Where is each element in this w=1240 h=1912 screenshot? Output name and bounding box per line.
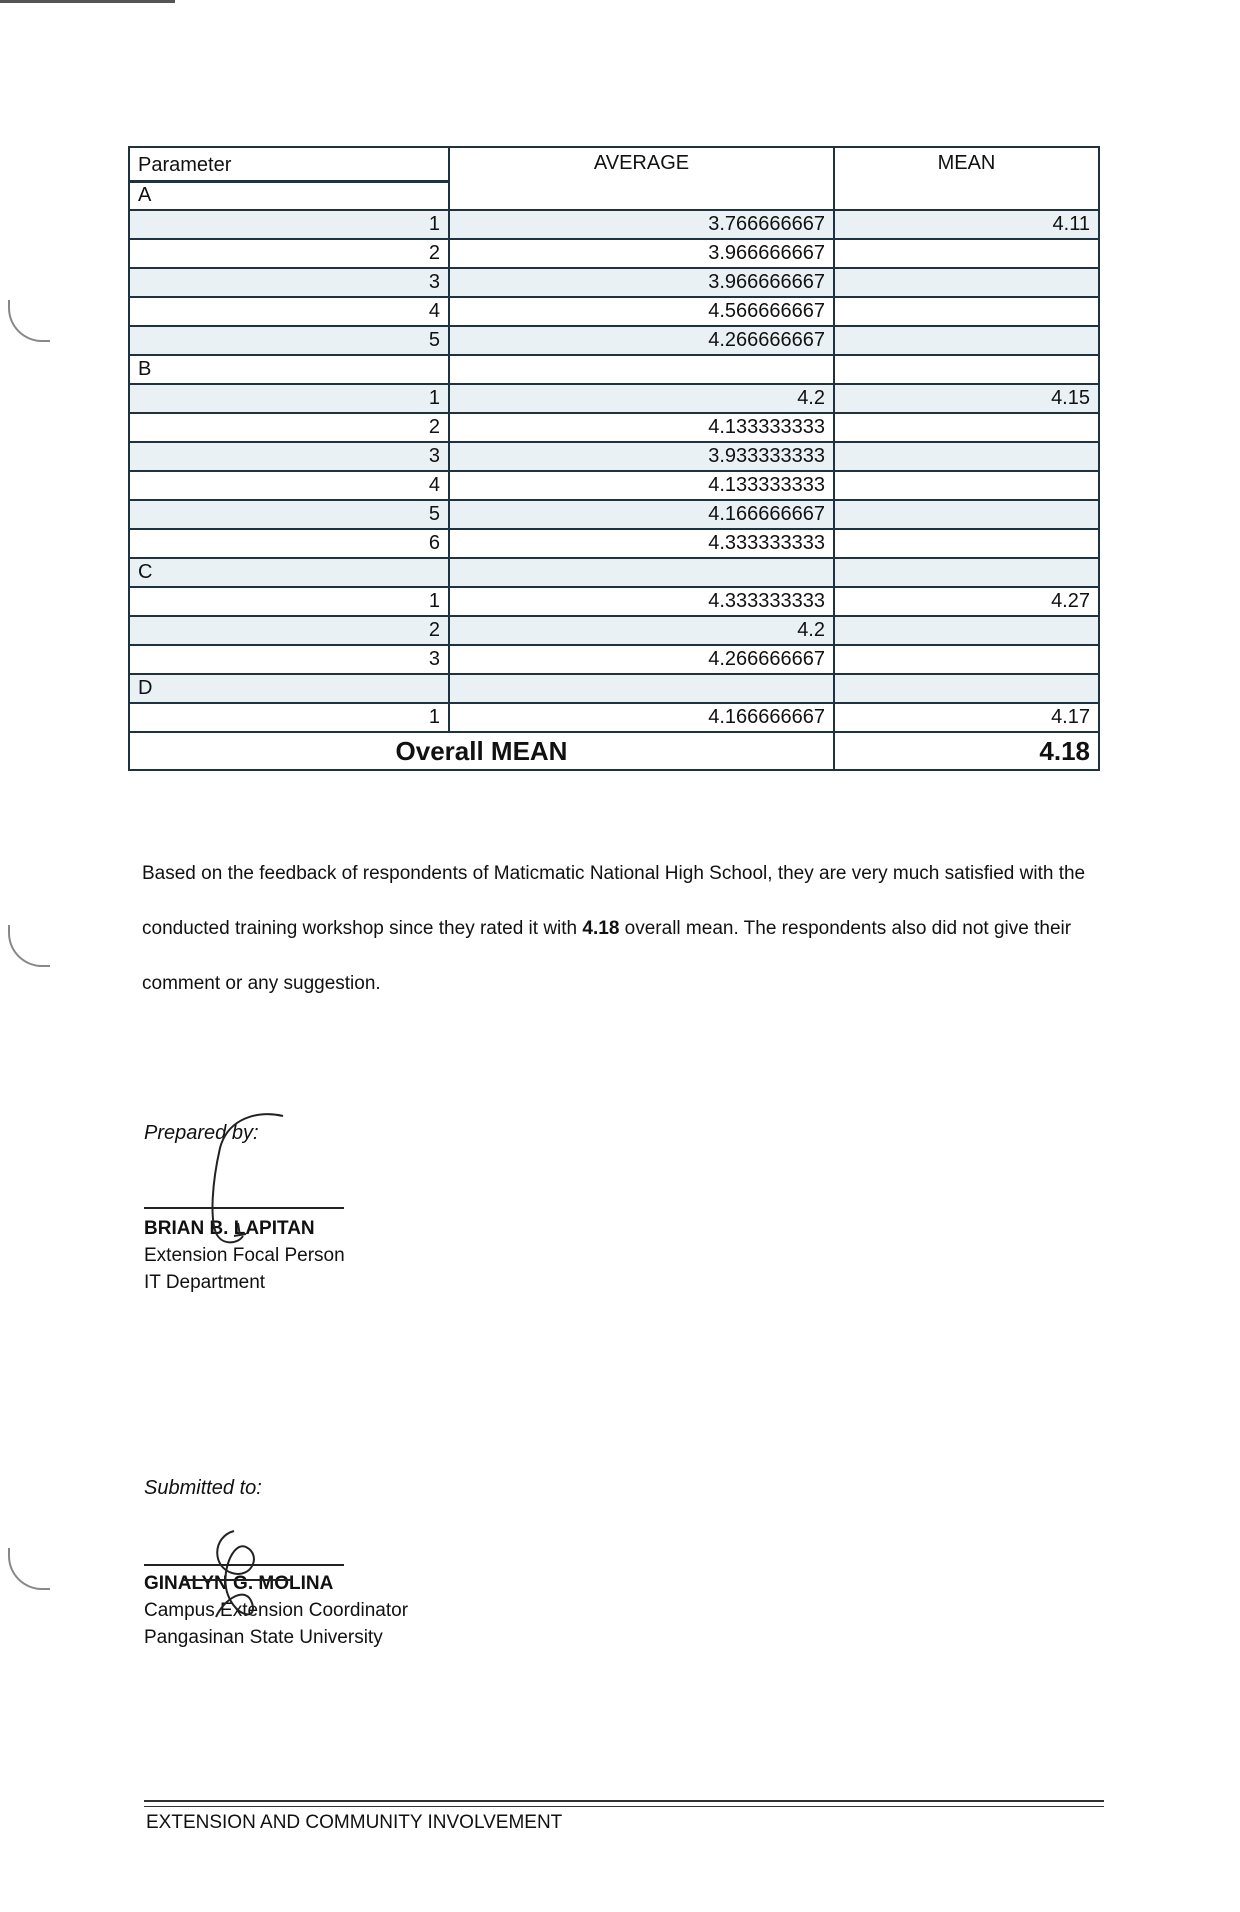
- table-row: [129, 529, 1099, 558]
- row-index: 1: [129, 587, 449, 616]
- mean-cell: [834, 471, 1099, 500]
- average-cell: 4.266666667: [449, 326, 834, 355]
- group-row: [129, 558, 1099, 587]
- table-row: [129, 210, 1099, 239]
- average-cell: 4.333333333: [449, 529, 834, 558]
- row-index: 3: [129, 442, 449, 471]
- mean-cell: [834, 616, 1099, 645]
- empty-cell: [449, 558, 834, 587]
- evaluation-table: [128, 146, 1100, 771]
- average-cell: 3.766666667: [449, 210, 834, 239]
- table-row: [129, 239, 1099, 268]
- row-index: 6: [129, 529, 449, 558]
- group-row: [129, 674, 1099, 703]
- average-cell: 4.2: [449, 384, 834, 413]
- empty-cell: [834, 558, 1099, 587]
- table-row: [129, 268, 1099, 297]
- scan-top-edge: [0, 0, 175, 3]
- empty-cell: [834, 355, 1099, 384]
- table-row: [129, 413, 1099, 442]
- table-row: [129, 500, 1099, 529]
- punch-hole-mark: [8, 925, 50, 967]
- summary-text-part2: overall mean. The respondents also did not give their comment or any suggestion.: [142, 918, 1072, 994]
- row-index: 2: [129, 616, 449, 645]
- mean-cell: 4.17: [834, 703, 1099, 732]
- group-label: D: [129, 674, 449, 703]
- empty-cell: [449, 355, 834, 384]
- table-row: [129, 384, 1099, 413]
- prepared-by-name: BRIAN B. LAPITAN: [144, 1218, 315, 1239]
- empty-cell: [449, 674, 834, 703]
- mean-cell: [834, 413, 1099, 442]
- row-index: 4: [129, 471, 449, 500]
- average-cell: 3.966666667: [449, 239, 834, 268]
- table-row: [129, 442, 1099, 471]
- table-row: [129, 703, 1099, 732]
- group-label: A: [129, 181, 449, 210]
- empty-cell: [834, 674, 1099, 703]
- table-row: [129, 326, 1099, 355]
- row-index: 1: [129, 703, 449, 732]
- summary-text-part1: Based on the feedback of respondents of Maticmatic National High School, they are very much satisfied with the conducted training workshop since they rated it with: [142, 863, 1086, 939]
- mean-cell: [834, 529, 1099, 558]
- footer-label: EXTENSION AND COMMUNITY INVOLVEMENT: [146, 1812, 563, 1833]
- prepared-by-title: Extension Focal Person: [144, 1245, 345, 1266]
- parameter-header: Parameter: [129, 147, 449, 181]
- mean-cell: [834, 500, 1099, 529]
- row-index: 5: [129, 500, 449, 529]
- table-header-row: [129, 147, 1099, 181]
- handwritten-signature-lapitan: [198, 1108, 288, 1248]
- average-cell: 4.166666667: [449, 500, 834, 529]
- average-cell: 4.166666667: [449, 703, 834, 732]
- average-cell: 4.133333333: [449, 471, 834, 500]
- row-index: 1: [129, 210, 449, 239]
- submitted-to-department: Pangasinan State University: [144, 1627, 383, 1648]
- overall-mean-row: [129, 732, 1099, 770]
- mean-cell: [834, 442, 1099, 471]
- row-index: 3: [129, 268, 449, 297]
- mean-cell: [834, 326, 1099, 355]
- mean-cell: [834, 297, 1099, 326]
- prepared-by-label: Prepared by:: [144, 1122, 259, 1144]
- submitted-to-name: GINALYN G. MOLINA: [144, 1573, 334, 1594]
- summary-paragraph: [142, 846, 1102, 1011]
- average-cell: 4.566666667: [449, 297, 834, 326]
- group-label: C: [129, 558, 449, 587]
- punch-hole-mark: [8, 300, 50, 342]
- mean-cell: 4.27: [834, 587, 1099, 616]
- table-row: [129, 471, 1099, 500]
- overall-mean-label: Overall MEAN: [129, 732, 834, 770]
- punch-hole-mark: [8, 1548, 50, 1590]
- average-cell: 4.266666667: [449, 645, 834, 674]
- mean-cell: [834, 239, 1099, 268]
- submitted-to-label: Submitted to:: [144, 1477, 262, 1499]
- row-index: 4: [129, 297, 449, 326]
- row-index: 1: [129, 384, 449, 413]
- handwritten-signature-molina: [172, 1525, 312, 1635]
- row-index: 2: [129, 413, 449, 442]
- average-cell: 4.133333333: [449, 413, 834, 442]
- table-row: [129, 587, 1099, 616]
- mean-cell: 4.11: [834, 210, 1099, 239]
- prepared-by-department: IT Department: [144, 1272, 266, 1293]
- mean-cell: [834, 268, 1099, 297]
- average-cell: 3.966666667: [449, 268, 834, 297]
- table-row: [129, 297, 1099, 326]
- overall-mean-value: 4.18: [834, 732, 1099, 770]
- group-label: B: [129, 355, 449, 384]
- summary-bold-value: 4.18: [582, 918, 620, 939]
- average-cell: 3.933333333: [449, 442, 834, 471]
- group-row: [129, 355, 1099, 384]
- mean-cell: 4.15: [834, 384, 1099, 413]
- average-cell: 4.2: [449, 616, 834, 645]
- row-index: 2: [129, 239, 449, 268]
- row-index: 5: [129, 326, 449, 355]
- table-row: [129, 645, 1099, 674]
- mean-cell: [834, 645, 1099, 674]
- average-header: AVERAGE: [449, 147, 834, 210]
- average-cell: 4.333333333: [449, 587, 834, 616]
- footer-divider: [144, 1800, 1104, 1807]
- table-row: [129, 616, 1099, 645]
- mean-header: MEAN: [834, 147, 1099, 210]
- evaluation-table-body: [129, 147, 1099, 770]
- submitted-to-title: Campus Extension Coordinator: [144, 1600, 409, 1621]
- row-index: 3: [129, 645, 449, 674]
